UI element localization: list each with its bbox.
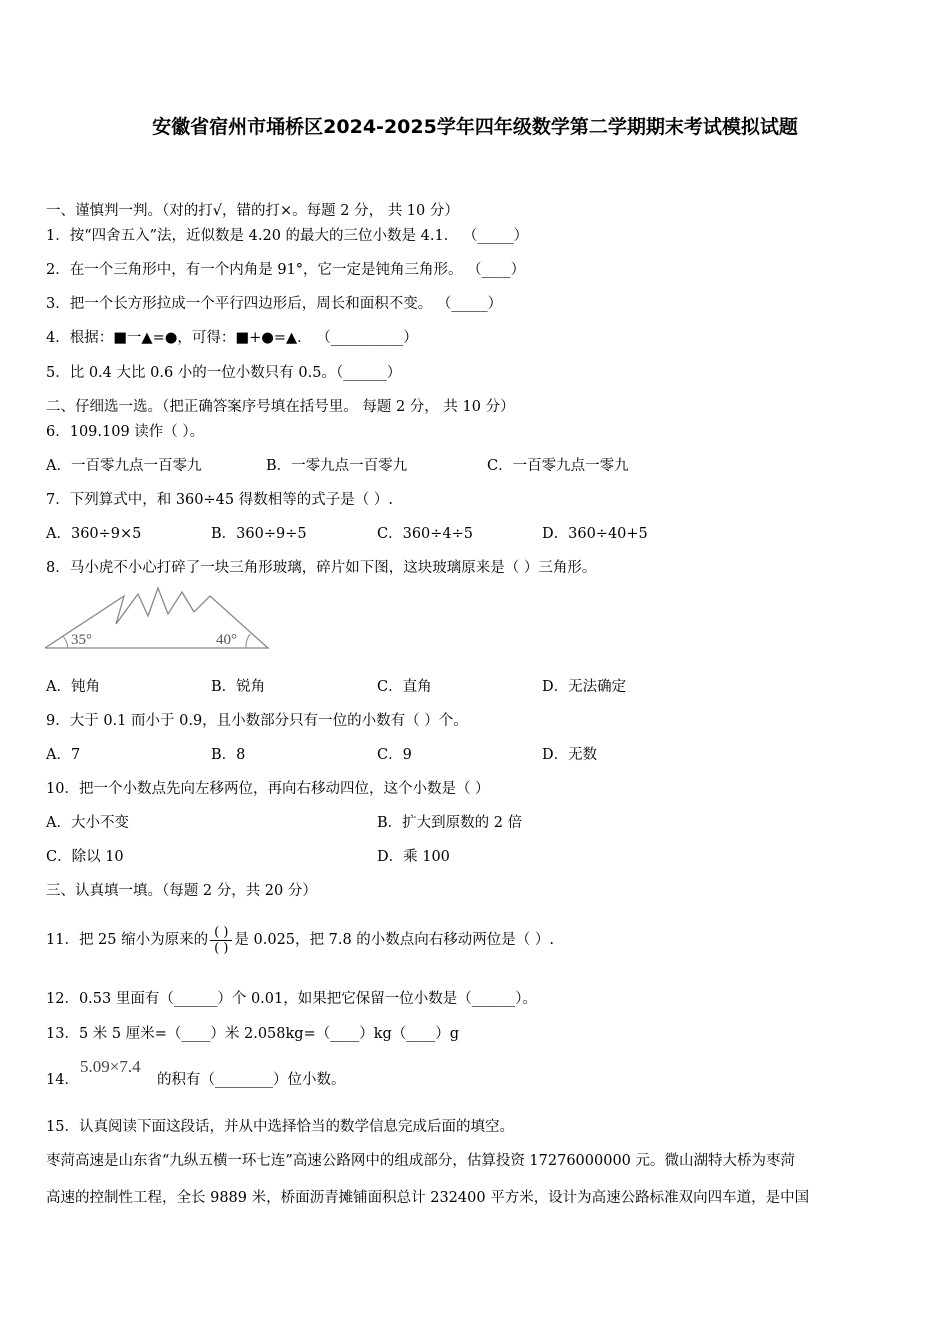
- question-1: 1．按“四舍五入”法，近似数是 4.20 的最大的三位小数是 4.1． （_____）: [46, 228, 529, 244]
- q7-option-c: C．360÷4÷5: [377, 526, 474, 542]
- q11-fraction-numerator: ( ): [210, 925, 232, 941]
- angle-label-right: 40°: [216, 632, 237, 648]
- q14-expression: 5.09×7.4: [80, 1057, 141, 1076]
- q8-option-a: A．钝角: [46, 679, 100, 695]
- q10-option-d: D．乘 100: [377, 849, 450, 865]
- question-11: [46, 918, 554, 962]
- question-7: 7．下列算式中，和 360÷45 得数相等的式子是（ ）.: [46, 492, 393, 508]
- q11-fraction: [210, 925, 232, 956]
- q9-option-c: C．9: [377, 747, 412, 763]
- q14-text: 的积有（________）位小数。: [157, 1072, 346, 1088]
- question-4: 4．根据：■一▲=●，可得：■+●=▲． （__________）: [46, 330, 418, 346]
- q6-option-c: C．一百零九点一零九: [487, 458, 629, 474]
- q9-option-a: A．7: [46, 747, 81, 763]
- section1-header: 一、谨慎判一判。（对的打√，错的打×。每题 2 分， 共 10 分）: [46, 203, 459, 219]
- q9-option-b: B．8: [211, 747, 246, 763]
- question-9: 9．大于 0.1 而小于 0.9，且小数部分只有一位的小数有（ ）个。: [46, 713, 468, 729]
- question-6: 6．109.109 读作（ ）。: [46, 424, 205, 440]
- page-title: 安徽省宿州市埇桥区2024-2025学年四年级数学第二学期期末考试模拟试题: [152, 116, 798, 138]
- q9-option-d: D．无数: [542, 747, 598, 763]
- q7-option-b: B．360÷9÷5: [211, 526, 307, 542]
- question-12: 12．0.53 里面有（______）个 0.01，如果把它保留一位小数是（______）。: [46, 991, 537, 1007]
- q10-option-c: C．除以 10: [46, 849, 124, 865]
- broken-glass-figure: [42, 586, 274, 654]
- question-3: 3．把一个长方形拉成一个平行四边形后，周长和面积不变。 （_____）: [46, 296, 503, 312]
- q10-option-a: A．大小不变: [46, 815, 129, 831]
- q6-option-a: A．一百零九点一百零九: [46, 458, 202, 474]
- q7-option-a: A．360÷9×5: [46, 526, 142, 542]
- question-15: 15．认真阅读下面这段话，并从中选择恰当的数学信息完成后面的填空。: [46, 1119, 514, 1135]
- q15-paragraph-line-2: 高速的控制性工程，全长 9889 米，桥面沥青摊铺面积总计 232400 平方米，设计为高速公路标准双向四车道，是中国: [46, 1190, 810, 1206]
- q11-text-after: 是 0.025，把 7.8 的小数点向右移动两位是（ ）.: [234, 932, 555, 948]
- q11-fraction-denominator: ( ): [214, 940, 229, 956]
- q6-option-b: B．一零九点一百零九: [266, 458, 408, 474]
- q7-option-d: D．360÷40+5: [542, 526, 648, 542]
- q15-paragraph-line-1: 枣菏高速是山东省“九纵五横一环七连”高速公路网中的组成部分，估算投资 17276000000 元。微山湖特大桥为枣菏: [46, 1153, 796, 1169]
- question-10: 10．把一个小数点先向左移两位，再向右移动四位，这个小数是（ ）: [46, 781, 490, 797]
- q8-option-b: B．锐角: [211, 679, 266, 695]
- q8-option-c: C．直角: [377, 679, 432, 695]
- section2-header: 二、仔细选一选。（把正确答案序号填在括号里。 每题 2 分， 共 10 分）: [46, 399, 515, 415]
- angle-label-left: 35°: [71, 632, 92, 648]
- q14-number: 14．: [46, 1072, 79, 1088]
- question-2: 2．在一个三角形中，有一个内角是 91°，它一定是钝角三角形。 （____）: [46, 262, 526, 278]
- q11-text-before: 11．把 25 缩小为原来的: [46, 932, 209, 948]
- question-5: 5．比 0.4 大比 0.6 小的一位小数只有 0.5。（______）: [46, 365, 402, 381]
- q8-option-d: D．无法确定: [542, 679, 627, 695]
- question-13: 13．5 米 5 厘米=（____）米 2.058kg=（____）kg（____）g: [46, 1026, 460, 1042]
- q10-option-b: B．扩大到原数的 2 倍: [377, 815, 523, 831]
- section3-header: 三、认真填一填。（每题 2 分，共 20 分）: [46, 883, 317, 899]
- question-8: 8．马小虎不小心打碎了一块三角形玻璃，碎片如下图，这块玻璃原来是（ ）三角形。: [46, 560, 597, 576]
